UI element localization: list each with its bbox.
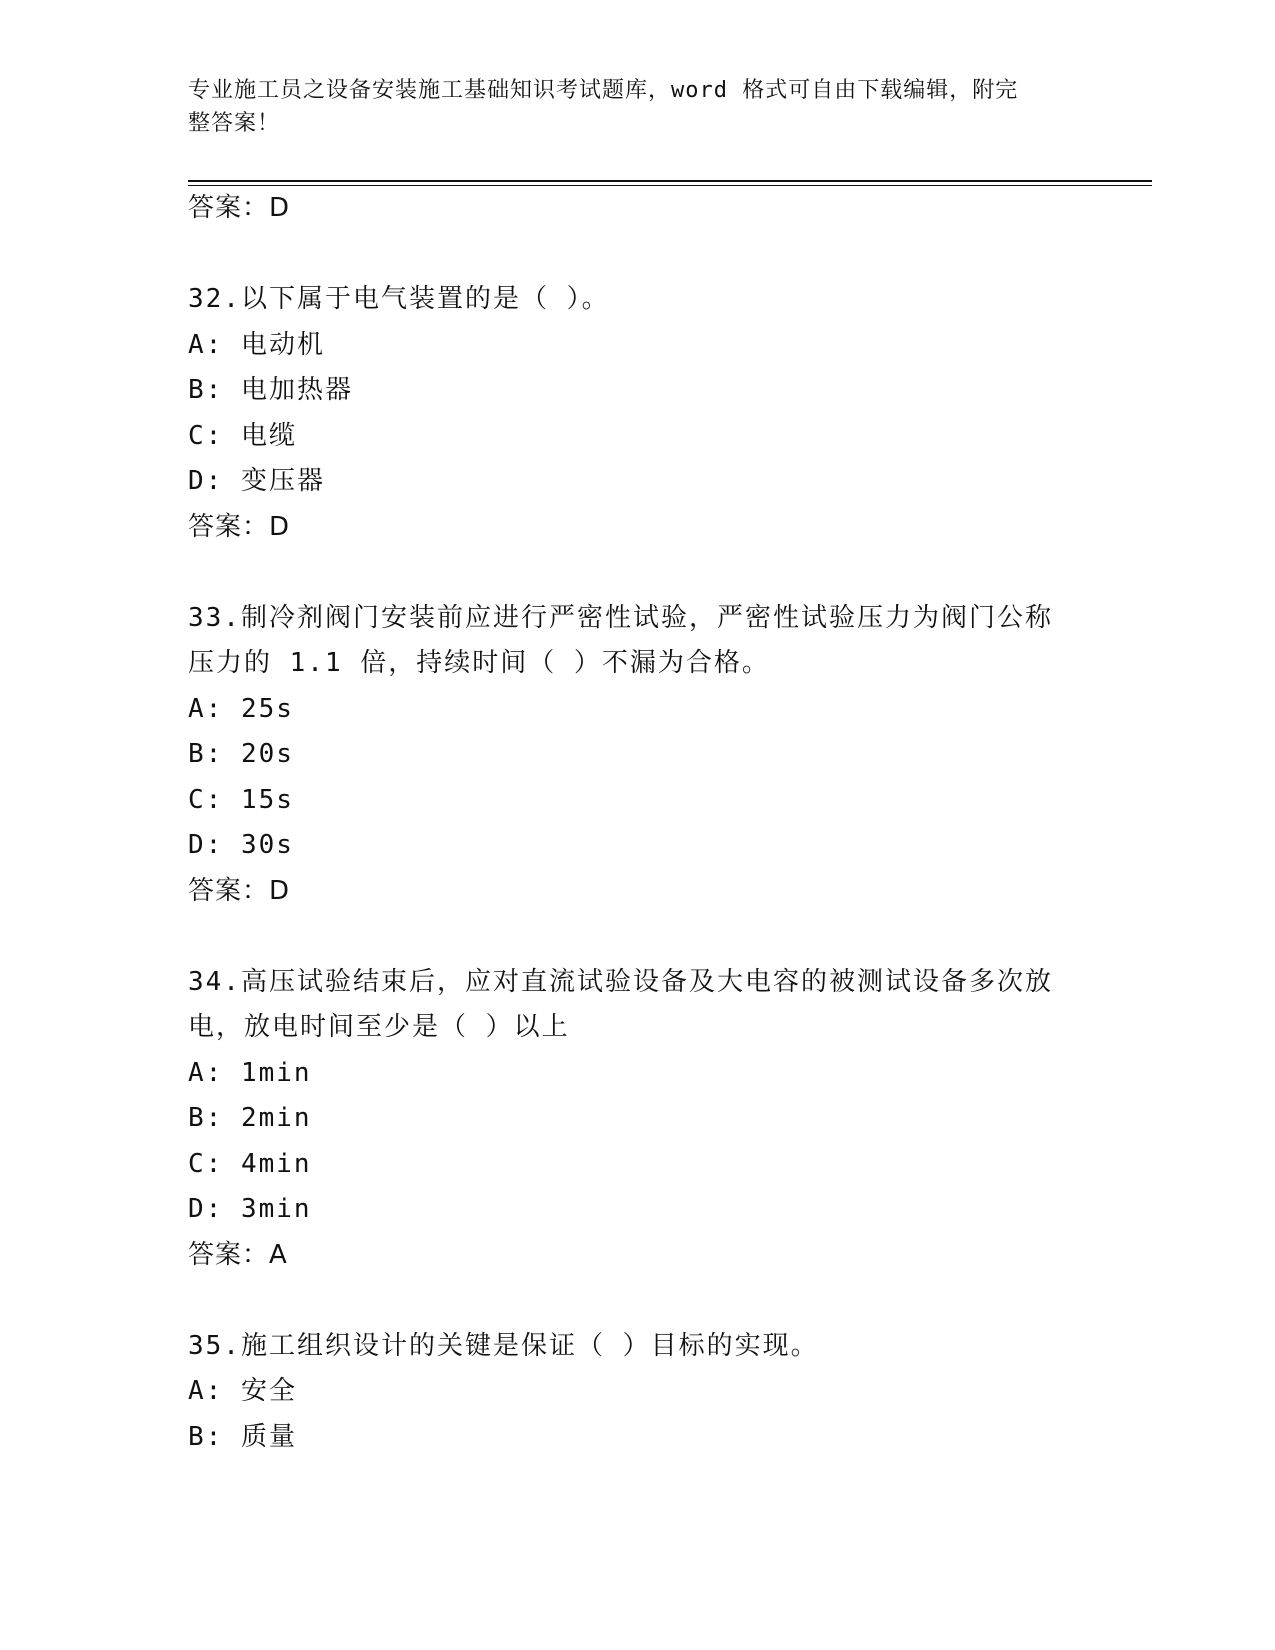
question-text-line-2: 压力的 1.1 倍，持续时间（ ）不漏为合格。 [188, 648, 770, 678]
question-34 [188, 960, 1088, 1279]
header-line-1: 专业施工员之设备安装施工基础知识考试题库，word 格式可自由下载编辑，附完 [188, 78, 1019, 103]
document-header [188, 74, 1068, 140]
header-divider [188, 180, 1152, 182]
header-line-2: 整答案！ [188, 111, 281, 136]
option-c: C: 4min [188, 1148, 312, 1179]
option-d: D: 30s [188, 830, 294, 860]
question-text: 35.施工组织设计的关键是保证（ ）目标的实现。 [188, 1330, 819, 1361]
spacer [188, 232, 1088, 278]
option-c: C: 电缆 [188, 420, 297, 451]
option-a: A: 25s [188, 693, 294, 724]
spacer [188, 914, 1088, 960]
option-b: B: 2min [188, 1103, 312, 1133]
question-text-line-2: 电，放电时间至少是（ ）以上 [188, 1012, 570, 1042]
spacer [188, 550, 1088, 596]
question-33 [188, 596, 1088, 915]
option-a: A: 电动机 [188, 329, 325, 360]
question-32 [188, 277, 1088, 550]
question-text-line-1: 33.制冷剂阀门安装前应进行严密性试验，严密性试验压力为阀门公称 [188, 602, 1053, 633]
question-list [188, 186, 1088, 1460]
option-b: B: 质量 [188, 1421, 297, 1452]
answer: 答案：D [188, 511, 291, 542]
option-b: B: 电加热器 [188, 375, 353, 405]
question-35 [188, 1324, 1088, 1461]
answer-31: 答案：D [188, 193, 291, 223]
option-d: D: 3min [188, 1194, 312, 1224]
answer: 答案：A [188, 1239, 288, 1270]
option-b: B: 20s [188, 739, 294, 769]
option-c: C: 15s [188, 784, 294, 815]
option-a: A: 1min [188, 1057, 312, 1088]
option-a: A: 安全 [188, 1376, 297, 1406]
question-text-line-1: 34.高压试验结束后，应对直流试验设备及大电容的被测试设备多次放 [188, 966, 1053, 997]
option-d: D: 变压器 [188, 466, 325, 496]
question-text: 32.以下属于电气装置的是（ ）。 [188, 284, 610, 314]
answer: 答案：D [188, 875, 291, 906]
spacer [188, 1278, 1088, 1324]
